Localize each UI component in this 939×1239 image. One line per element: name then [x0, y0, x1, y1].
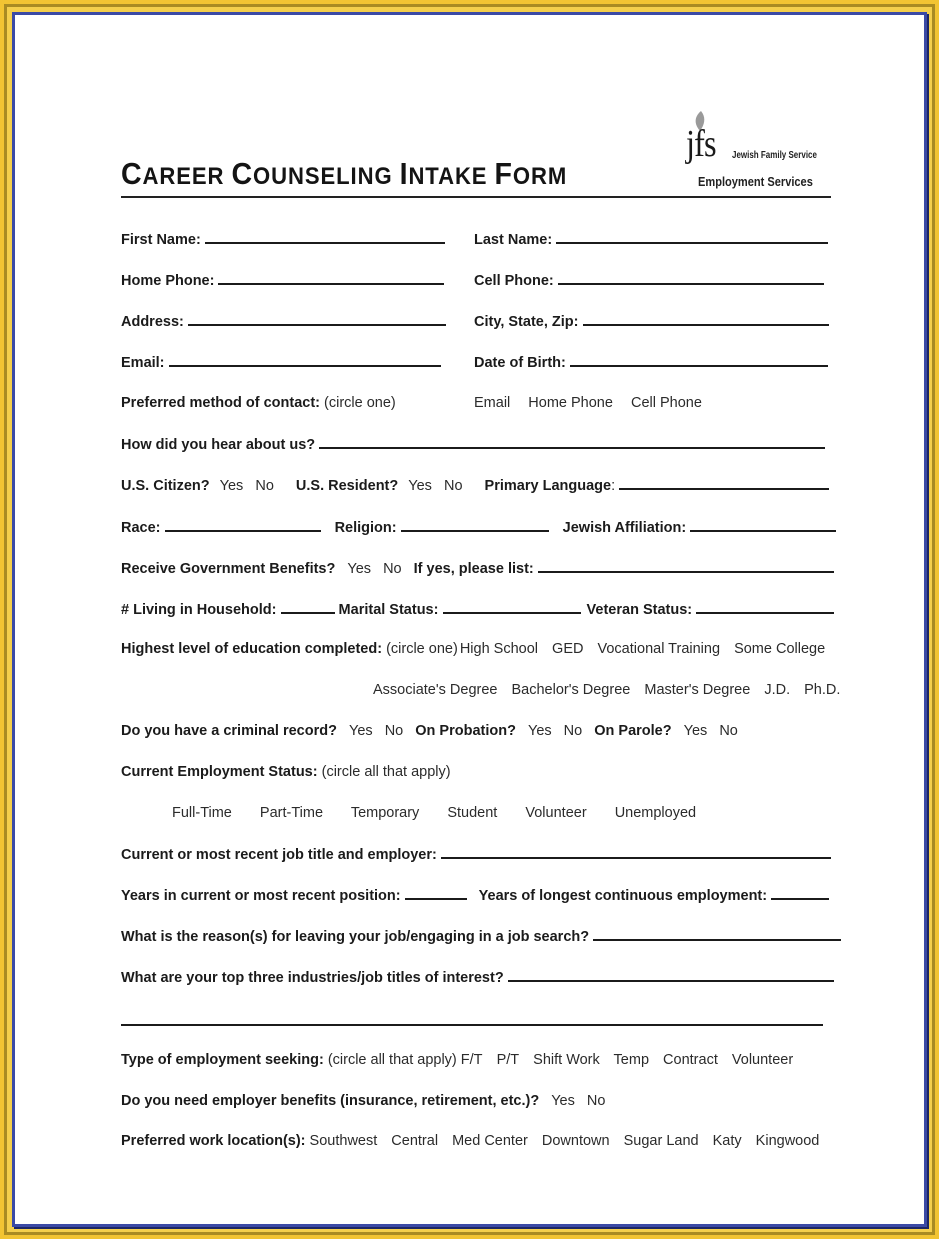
row-type-employment — [121, 1049, 803, 1071]
row-race — [121, 516, 836, 538]
gov-benefits-yes[interactable]: Yes — [347, 561, 372, 577]
on-probation-label: On Probation? — [415, 723, 516, 739]
on-parole-label: On Parole? — [594, 723, 672, 739]
header-rule — [121, 196, 831, 198]
education-label: Highest level of education completed: — [121, 641, 383, 657]
education-option-vocational[interactable]: Vocational Training — [597, 641, 721, 657]
education-option-jd[interactable]: J.D. — [764, 682, 791, 698]
type-option-contract[interactable]: Contract — [663, 1052, 718, 1068]
row-education-2 — [373, 679, 850, 701]
type-option-pt[interactable]: P/T — [496, 1052, 520, 1068]
jewish-affiliation-field[interactable] — [690, 516, 836, 532]
reason-leaving-field[interactable] — [593, 925, 841, 941]
location-option-kingwood[interactable]: Kingwood — [755, 1133, 820, 1149]
marital-status-field[interactable] — [443, 598, 581, 614]
dob-label: Date of Birth: — [474, 355, 566, 371]
employment-option-temporary[interactable]: Temporary — [350, 805, 420, 821]
on-probation-yes[interactable]: Yes — [527, 723, 552, 739]
row-home-phone — [121, 269, 444, 291]
veteran-status-field[interactable] — [696, 598, 834, 614]
gov-benefits-no[interactable]: No — [383, 561, 402, 577]
type-option-temp[interactable]: Temp — [613, 1052, 650, 1068]
years-current-field[interactable] — [405, 884, 467, 900]
jewish-affiliation-label: Jewish Affiliation: — [562, 520, 687, 536]
years-longest-field[interactable] — [771, 884, 829, 900]
row-household — [121, 598, 834, 620]
first-name-label: First Name: — [121, 232, 201, 248]
employment-status-label: Current Employment Status: — [121, 764, 318, 780]
religion-field[interactable] — [401, 516, 549, 532]
education-option-some-college[interactable]: Some College — [734, 641, 826, 657]
work-location-label: Preferred work location(s): — [121, 1133, 306, 1149]
pref-contact-label: Preferred method of contact: — [121, 395, 320, 411]
employment-option-full-time[interactable]: Full-Time — [172, 805, 232, 821]
education-option-bachelors[interactable]: Bachelor's Degree — [511, 682, 631, 698]
address-field[interactable] — [188, 310, 446, 326]
logo-department: Employment Services — [698, 174, 813, 189]
row-criminal — [121, 720, 738, 742]
type-employment-hint: (circle all that apply) — [327, 1052, 457, 1068]
address-label: Address: — [121, 314, 184, 330]
row-reason-leaving — [121, 925, 841, 947]
us-resident-yes[interactable]: Yes — [408, 478, 432, 494]
veteran-status-label: Veteran Status: — [586, 602, 693, 618]
marital-status-label: Marital Status: — [338, 602, 439, 618]
row-top-three — [121, 966, 834, 988]
on-probation-no[interactable]: No — [563, 723, 583, 739]
gov-benefits-list-field[interactable] — [538, 557, 834, 573]
logo-mark: jfs — [686, 123, 716, 165]
education-option-phd[interactable]: Ph.D. — [804, 682, 841, 698]
row-current-job — [121, 843, 831, 865]
row-employment-status — [121, 761, 451, 783]
employment-option-part-time[interactable]: Part-Time — [259, 805, 324, 821]
last-name-field[interactable] — [556, 228, 828, 244]
years-longest-label: Years of longest continuous employment: — [478, 888, 768, 904]
cell-phone-field[interactable] — [558, 269, 824, 285]
employment-option-volunteer[interactable]: Volunteer — [525, 805, 587, 821]
household-label: # Living in Household: — [121, 602, 277, 618]
row-pref-contact — [121, 392, 396, 414]
row-email — [121, 351, 441, 373]
race-field[interactable] — [165, 516, 321, 532]
education-option-high-school[interactable]: High School — [459, 641, 539, 657]
row-work-location — [121, 1130, 829, 1152]
on-parole-no[interactable]: No — [719, 723, 738, 739]
religion-label: Religion: — [334, 520, 397, 536]
primary-language-label: Primary Language — [484, 478, 612, 494]
city-state-zip-label: City, State, Zip: — [474, 314, 579, 330]
type-option-shift-work[interactable]: Shift Work — [533, 1052, 600, 1068]
race-label: Race: — [121, 520, 161, 536]
type-option-ft[interactable]: F/T — [460, 1052, 483, 1068]
us-citizen-yes[interactable]: Yes — [219, 478, 244, 494]
location-option-med-center[interactable]: Med Center — [452, 1133, 528, 1149]
email-field[interactable] — [169, 351, 441, 367]
criminal-record-no[interactable]: No — [384, 723, 404, 739]
dob-field[interactable] — [570, 351, 828, 367]
location-option-central[interactable]: Central — [391, 1133, 439, 1149]
row-hear-about — [121, 433, 825, 455]
us-citizen-no[interactable]: No — [255, 478, 274, 494]
education-option-masters[interactable]: Master's Degree — [644, 682, 751, 698]
last-name-label: Last Name: — [474, 232, 553, 248]
employer-benefits-label: Do you need employer benefits (insurance, retirement, etc.)? — [121, 1093, 540, 1109]
contact-option-home-phone[interactable]: Home Phone — [528, 395, 613, 411]
cell-phone-label: Cell Phone: — [474, 273, 554, 289]
first-name-field[interactable] — [205, 228, 445, 244]
criminal-record-label: Do you have a criminal record? — [121, 723, 337, 739]
criminal-record-yes[interactable]: Yes — [349, 723, 373, 739]
education-hint: (circle one) — [386, 641, 458, 657]
top-three-extra-line[interactable] — [121, 1024, 823, 1026]
on-parole-yes[interactable]: Yes — [683, 723, 708, 739]
gov-benefits-label: Receive Government Benefits? — [121, 561, 336, 577]
employment-option-student[interactable]: Student — [447, 805, 498, 821]
row-dob — [474, 351, 828, 373]
location-option-downtown[interactable]: Downtown — [541, 1133, 610, 1149]
us-resident-no[interactable]: No — [443, 478, 463, 494]
us-citizen-label: U.S. Citizen? — [121, 478, 210, 494]
household-field[interactable] — [281, 598, 335, 614]
us-resident-label: U.S. Resident? — [295, 478, 399, 494]
home-phone-field[interactable] — [218, 269, 444, 285]
location-option-sugar-land[interactable]: Sugar Land — [623, 1133, 699, 1149]
type-employment-label: Type of employment seeking: — [121, 1052, 324, 1068]
employer-benefits-no[interactable]: No — [586, 1093, 606, 1109]
reason-leaving-label: What is the reason(s) for leaving your job/engaging in a job search? — [121, 929, 590, 945]
row-employer-benefits — [121, 1090, 605, 1112]
row-lastname — [474, 228, 828, 250]
row-address — [121, 310, 446, 332]
employment-option-unemployed[interactable]: Unemployed — [614, 805, 697, 821]
contact-option-cell-phone[interactable]: Cell Phone — [630, 395, 702, 411]
type-option-volunteer[interactable]: Volunteer — [731, 1052, 794, 1068]
contact-option-email[interactable]: Email — [474, 395, 511, 411]
education-option-associates[interactable]: Associate's Degree — [373, 682, 498, 698]
top-three-label: What are your top three industries/job titles of interest? — [121, 970, 504, 986]
current-job-label: Current or most recent job title and employer: — [121, 847, 437, 863]
employment-status-options — [172, 802, 706, 824]
email-label: Email: — [121, 355, 165, 371]
row-citizenship — [121, 474, 829, 496]
row-education — [121, 638, 835, 660]
home-phone-label: Home Phone: — [121, 273, 215, 289]
employer-benefits-yes[interactable]: Yes — [551, 1093, 575, 1109]
if-yes-list-label: If yes, please list: — [413, 561, 534, 577]
primary-language-colon: : — [611, 478, 616, 494]
location-option-southwest[interactable]: Southwest — [309, 1133, 378, 1149]
hear-about-field[interactable] — [319, 433, 825, 449]
years-current-label: Years in current or most recent position: — [121, 888, 401, 904]
row-name — [121, 228, 445, 250]
city-state-zip-field[interactable] — [583, 310, 829, 326]
top-three-field[interactable] — [508, 966, 834, 982]
current-job-field[interactable] — [441, 843, 831, 859]
jfs-logo — [684, 110, 834, 194]
row-gov-benefits — [121, 557, 834, 579]
row-cell-phone — [474, 269, 824, 291]
employment-status-hint: (circle all that apply) — [321, 764, 451, 780]
education-option-ged[interactable]: GED — [552, 641, 584, 657]
hear-about-label: How did you hear about us? — [121, 437, 316, 453]
row-city — [474, 310, 829, 332]
pref-contact-hint: (circle one) — [324, 395, 396, 411]
primary-language-field[interactable] — [619, 474, 829, 490]
location-option-katy[interactable]: Katy — [712, 1133, 742, 1149]
page-title: CAREER COUNSELING INTAKE FORM — [121, 156, 568, 191]
logo-org-name: Jewish Family Service — [732, 150, 817, 161]
row-years — [121, 884, 829, 906]
pref-contact-options — [474, 392, 712, 414]
